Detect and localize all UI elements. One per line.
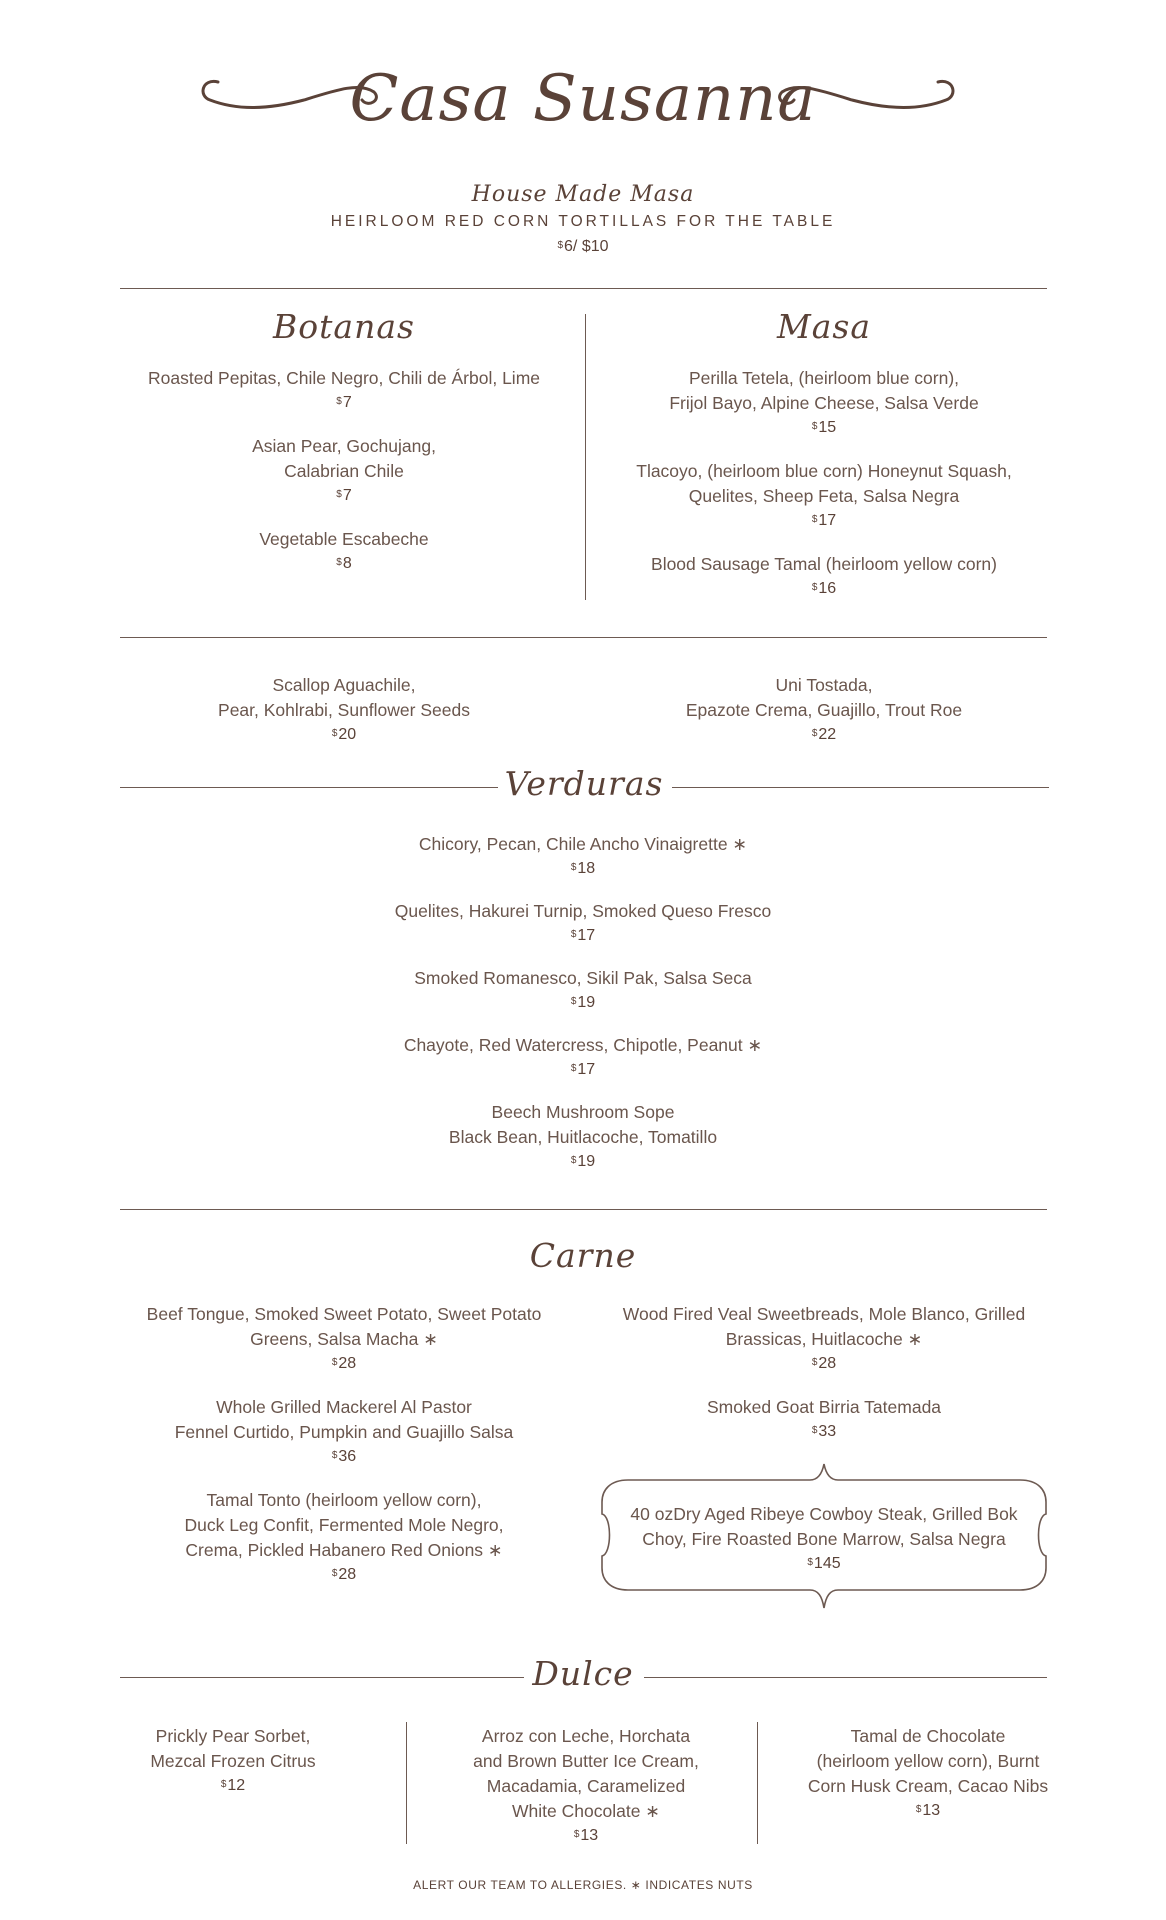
menu-item — [600, 459, 1048, 530]
divider — [644, 1677, 1047, 1678]
divider — [672, 787, 1049, 788]
menu-item-price: $8 — [336, 555, 352, 572]
carne-right — [600, 1302, 1048, 1463]
dulce-col-1 — [120, 1724, 346, 1795]
carne-left-list — [120, 1302, 568, 1584]
menu-item-description: Pear, Kohlrabi, Sunflower Seeds — [218, 700, 470, 720]
menu-item-description: Beech Mushroom Sope — [491, 1102, 675, 1122]
menu-item-description: Scallop Aguachile, — [272, 675, 416, 695]
menu-item-description: and Brown Butter Ice Cream, — [473, 1751, 699, 1771]
menu-item — [120, 673, 568, 744]
botanas-list — [120, 366, 568, 573]
menu-item — [283, 1033, 883, 1079]
menu-item — [800, 1724, 1056, 1820]
menu-item-description: Tlacoyo, (heirloom blue corn) Honeynut Squash, — [636, 461, 1012, 481]
menu-item-description: Quelites, Hakurei Turnip, Smoked Queso Fresco — [394, 901, 772, 921]
raw-bar-right-list — [600, 673, 1048, 744]
raw-bar-left — [120, 673, 568, 744]
divider — [120, 787, 498, 788]
menu-item-price: $145 — [807, 1555, 841, 1572]
menu-item — [600, 366, 1048, 437]
botanas-section — [120, 307, 568, 595]
menu-item-description: Crema, Pickled Habanero Red Onions ∗ — [185, 1540, 503, 1560]
verduras-title: Verduras — [504, 764, 664, 803]
carne-right-list — [600, 1302, 1048, 1441]
verduras-section — [283, 832, 883, 1192]
divider — [120, 1209, 1047, 1210]
divider — [120, 637, 1047, 638]
featured-entry — [612, 1502, 1036, 1573]
menu-item-price: $13 — [573, 1827, 599, 1844]
menu-item-description: Smoked Romanesco, Sikil Pak, Salsa Seca — [414, 968, 752, 988]
menu-item-price: $17 — [570, 927, 596, 944]
menu-item — [120, 434, 568, 505]
dulce-col-3 — [800, 1724, 1056, 1820]
house-masa-block — [0, 182, 1166, 256]
menu-item — [120, 1724, 346, 1795]
menu-item-description: Whole Grilled Mackerel Al Pastor — [216, 1397, 472, 1417]
menu-item — [600, 1395, 1048, 1441]
menu-item-description: Calabrian Chile — [284, 461, 404, 481]
right-flourish-icon — [774, 74, 960, 122]
dulce-entry — [800, 1724, 1056, 1820]
menu-item-description: Wood Fired Veal Sweetbreads, Mole Blanco, Grilled — [622, 1304, 1026, 1324]
menu-item-description: Perilla Tetela, (heirloom blue corn), — [688, 368, 960, 388]
house-masa-heading: House Made Masa — [471, 182, 695, 207]
menu-item-description: Duck Leg Confit, Fermented Mole Negro, — [184, 1515, 504, 1535]
divider — [120, 288, 1047, 289]
menu-item — [120, 1488, 568, 1584]
menu-item — [600, 673, 1048, 744]
menu-item-description: Smoked Goat Birria Tatemada — [706, 1397, 942, 1417]
menu-item-description: Fennel Curtido, Pumpkin and Guajillo Salsa — [174, 1422, 514, 1442]
column-divider — [757, 1722, 758, 1844]
menu-item-description: Black Bean, Huitlacoche, Tomatillo — [448, 1127, 718, 1147]
carne-title: Carne — [529, 1236, 637, 1275]
masa-title: Masa — [776, 307, 872, 346]
menu-item-price: $19 — [570, 1153, 596, 1170]
raw-bar-right — [600, 673, 1048, 744]
raw-bar-left-list — [120, 673, 568, 744]
menu-item-description: Chicory, Pecan, Chile Ancho Vinaigrette ∗ — [418, 834, 748, 854]
allergy-note: ALERT OUR TEAM TO ALLERGIES. ∗ INDICATES NUTS — [413, 1878, 753, 1892]
menu-item-price: $7 — [336, 487, 352, 504]
menu-item-description: Quelites, Sheep Feta, Salsa Negra — [688, 486, 960, 506]
menu-item-description: Uni Tostada, — [775, 675, 873, 695]
menu-item-description: Brassicas, Huitlacoche ∗ — [725, 1329, 923, 1349]
divider — [120, 1677, 524, 1678]
featured-item — [612, 1502, 1036, 1573]
menu-item-price: $17 — [811, 512, 837, 529]
menu-item-price: $33 — [811, 1423, 837, 1440]
restaurant-name: Casa Susanna — [349, 62, 817, 136]
menu-item-description: Prickly Pear Sorbet, — [155, 1726, 311, 1746]
menu-item-description: Epazote Crema, Guajillo, Trout Roe — [685, 700, 963, 720]
menu-item-price: $36 — [331, 1448, 357, 1465]
menu-item-description: 40 ozDry Aged Ribeye Cowboy Steak, Grilled Bok — [630, 1504, 1018, 1524]
menu-item — [283, 966, 883, 1012]
menu-item-description: Macadamia, Caramelized — [486, 1776, 686, 1796]
menu-item-price: $15 — [811, 419, 837, 436]
menu-item-description: Choy, Fire Roasted Bone Marrow, Salsa Negra — [642, 1529, 1006, 1549]
menu-item-price: $22 — [811, 726, 837, 743]
menu-item-description: Beef Tongue, Smoked Sweet Potato, Sweet Potato — [146, 1304, 542, 1324]
menu-item-price: $28 — [811, 1355, 837, 1372]
menu-item — [120, 1395, 568, 1466]
dulce-col-2 — [446, 1724, 726, 1845]
menu-item — [446, 1724, 726, 1845]
menu-item-description: Greens, Salsa Macha ∗ — [250, 1329, 438, 1349]
menu-item-description: Mezcal Frozen Citrus — [150, 1751, 316, 1771]
menu-item-description: Frijol Bayo, Alpine Cheese, Salsa Verde — [669, 393, 979, 413]
menu-item-description: White Chocolate ∗ — [512, 1801, 660, 1821]
menu-item — [600, 1302, 1048, 1373]
masa-section — [600, 307, 1048, 620]
menu-item — [283, 899, 883, 945]
menu-item-price: $28 — [331, 1355, 357, 1372]
menu-item-description: Asian Pear, Gochujang, — [252, 436, 436, 456]
dulce-entry — [446, 1724, 726, 1845]
menu-item-price: $16 — [811, 580, 837, 597]
menu-item-description: Tamal Tonto (heirloom yellow corn), — [206, 1490, 482, 1510]
column-divider — [406, 1722, 407, 1844]
menu-item-price: $13 — [915, 1802, 941, 1819]
menu-item — [120, 527, 568, 573]
menu-item-price: $19 — [570, 994, 596, 1011]
menu-item — [283, 1100, 883, 1171]
menu-item-price: $12 — [220, 1777, 246, 1794]
menu-item-description: Tamal de Chocolate — [850, 1726, 1006, 1746]
menu-item-price: $7 — [336, 394, 352, 411]
menu-item — [120, 1302, 568, 1373]
menu-item — [283, 832, 883, 878]
menu-item-description: (heirloom yellow corn), Burnt — [816, 1751, 1040, 1771]
menu-item-price: $28 — [331, 1566, 357, 1583]
carne-left — [120, 1302, 568, 1606]
masa-list — [600, 366, 1048, 598]
menu-item — [120, 366, 568, 412]
menu-item-description: Corn Husk Cream, Cacao Nibs — [807, 1776, 1049, 1796]
menu-item-description: Roasted Pepitas, Chile Negro, Chili de Árbol, Lime — [148, 368, 540, 388]
menu-item-price: $17 — [570, 1061, 596, 1078]
menu-item-description: Vegetable Escabeche — [259, 529, 429, 549]
house-masa-price: $6/ $10 — [557, 238, 609, 255]
menu-item-price: $18 — [570, 860, 596, 877]
dulce-entry — [120, 1724, 346, 1795]
dulce-title: Dulce — [532, 1654, 634, 1693]
menu-item — [600, 552, 1048, 598]
menu-item — [612, 1502, 1036, 1573]
column-divider — [585, 314, 586, 600]
verduras-list — [283, 832, 883, 1171]
menu-item-description: Chayote, Red Watercress, Chipotle, Peanut ∗ — [403, 1035, 763, 1055]
menu-item-description: Blood Sausage Tamal (heirloom yellow corn) — [651, 554, 997, 574]
botanas-title: Botanas — [273, 307, 415, 346]
house-masa-subheading: HEIRLOOM RED CORN TORTILLAS FOR THE TABLE — [330, 213, 836, 230]
menu-item-price: $20 — [331, 726, 357, 743]
menu-item-description: Arroz con Leche, Horchata — [481, 1726, 691, 1746]
